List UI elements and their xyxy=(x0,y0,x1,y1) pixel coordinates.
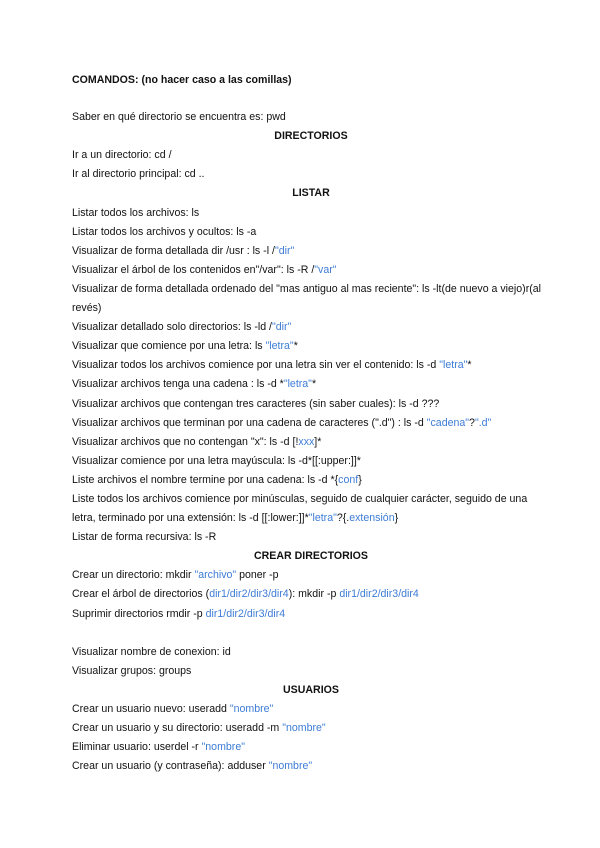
placeholder-term: "archivo" xyxy=(194,569,237,582)
heading-directorios: DIRECTORIOS xyxy=(274,130,348,143)
text-segment: * xyxy=(293,340,298,353)
text-segment: ? xyxy=(469,416,475,429)
placeholder-term: "letra" xyxy=(308,512,337,525)
listar-line-4 xyxy=(72,261,550,280)
id-line: Visualizar nombre de conexion: id xyxy=(72,645,231,658)
placeholder-term: "nombre" xyxy=(229,702,274,715)
cd-directory-line: Ir a un directorio: cd / xyxy=(72,149,172,162)
usuarios-line-1 xyxy=(72,700,550,719)
document-title: COMANDOS: (no hacer caso a las comillas) xyxy=(72,74,292,86)
text-segment: ): mkdir -p xyxy=(288,588,340,601)
listar-line-14 xyxy=(72,471,550,490)
listar-line-2: Listar todos los archivos y ocultos: ls -a xyxy=(72,225,257,238)
listar-line-1: Listar todos los archivos: ls xyxy=(72,206,200,219)
listar-line-10: Visualizar archivos que contengan tres caracteres (sin saber cuales): ls -d ??? xyxy=(72,397,440,410)
text-segment: * xyxy=(311,378,317,391)
text-segment: Visualizar el árbol de los contenidos en"/var": ls -R / xyxy=(72,263,315,276)
listar-line-8 xyxy=(72,356,550,375)
placeholder-term: xxx xyxy=(298,435,315,448)
text-segment: Eliminar usuario: userdel -r xyxy=(72,741,202,754)
listar-line-15 xyxy=(72,490,550,528)
listar-line-3 xyxy=(72,242,550,261)
text-segment: Crear un usuario nuevo: useradd xyxy=(72,702,230,715)
text-segment: Visualizar archivos que terminan por una cadena de caracteres (".d") : ls -d xyxy=(72,416,427,429)
text-segment: Crear el árbol de directorios ( xyxy=(72,588,210,601)
text-segment: Visualizar detallado solo directorios: ls -ld / xyxy=(72,321,273,334)
text-segment: Suprimir directorios rmdir -p xyxy=(72,607,206,620)
text-segment: Visualizar que comience por una letra: ls xyxy=(72,340,266,353)
listar-line-5: Visualizar de forma detallada ordenado del "mas antiguo al mas reciente": ls -lt(de nuevo a viejo)r(al revés) xyxy=(72,282,541,315)
placeholder-term: "nombre" xyxy=(282,722,326,734)
placeholder-term: "var" xyxy=(314,263,337,276)
text-segment: * xyxy=(467,359,472,372)
placeholder-term: dir1/dir2/dir3/dir4 xyxy=(209,588,289,601)
heading-crear-directorios: CREAR DIRECTORIOS xyxy=(254,550,368,563)
heading-listar: LISTAR xyxy=(292,187,330,200)
blank-line xyxy=(72,624,550,643)
placeholder-term: "letra" xyxy=(283,378,312,391)
text-segment: Crear un usuario (y contraseña): adduser xyxy=(72,760,269,773)
crear-line-1 xyxy=(72,566,550,585)
placeholder-term: "nombre" xyxy=(268,760,313,773)
usuarios-line-4 xyxy=(72,757,550,776)
placeholder-term: "nombre" xyxy=(201,741,245,754)
text-segment: poner -p xyxy=(236,569,279,582)
text-segment: Liste archivos el nombre termine por una cadena: ls -d *{ xyxy=(72,473,339,486)
usuarios-line-3 xyxy=(72,738,550,757)
groups-line: Visualizar grupos: groups xyxy=(72,664,192,677)
text-segment: Visualizar todos los archivos comience por una letra sin ver el contenido: ls -d xyxy=(72,359,440,372)
listar-line-16: Listar de forma recursiva: ls -R xyxy=(72,531,217,544)
pwd-line: Saber en qué directorio se encuentra es: pwd xyxy=(72,111,286,124)
listar-line-9 xyxy=(72,375,550,394)
listar-line-12 xyxy=(72,433,550,452)
placeholder-term: extensión xyxy=(349,512,395,525)
crear-line-2 xyxy=(72,585,550,604)
placeholder-term: "dir" xyxy=(274,244,295,257)
listar-line-7 xyxy=(72,337,550,356)
placeholder-term: "letra" xyxy=(265,340,294,353)
text-segment: Visualizar archivos que no contengan "x": ls -d [! xyxy=(72,435,299,448)
listar-line-13: Visualizar comience por una letra mayúscula: ls -d*[[:upper:]]* xyxy=(72,454,361,467)
listar-line-11 xyxy=(72,414,550,433)
text-segment: Crear un directorio: mkdir xyxy=(72,569,195,582)
placeholder-term: dir1/dir2/dir3/dir4 xyxy=(205,607,286,620)
text-segment: Crear un usuario y su directorio: useradd -m xyxy=(72,722,283,734)
placeholder-term: ".d" xyxy=(474,416,492,429)
cd-main-line: Ir al directorio principal: cd .. xyxy=(72,168,205,181)
text-segment: Visualizar archivos tenga una cadena : ls -d * xyxy=(72,378,284,391)
text-segment: } xyxy=(394,512,399,525)
listar-line-6 xyxy=(72,318,550,337)
placeholder-term: "cadena" xyxy=(426,416,470,429)
placeholder-term: "letra" xyxy=(439,359,468,372)
text-segment: ]* xyxy=(314,435,322,448)
placeholder-term: conf xyxy=(338,473,359,486)
heading-usuarios: USUARIOS xyxy=(283,683,339,696)
text-segment: Visualizar de forma detallada dir /usr : ls -l / xyxy=(72,244,275,257)
usuarios-line-2 xyxy=(72,719,550,738)
text-segment: ?{. xyxy=(336,512,350,525)
placeholder-term: dir1/dir2/dir3/dir4 xyxy=(339,588,419,601)
crear-line-3 xyxy=(72,605,550,624)
text-segment: } xyxy=(358,473,362,486)
placeholder-term: "dir" xyxy=(272,321,292,334)
text-segment: Liste todos los archivos comience por minúsculas, seguido de cualquier carácter, seguido de una letra, terminado por una extensión: ls -d [[:lower:]]* xyxy=(72,492,528,525)
